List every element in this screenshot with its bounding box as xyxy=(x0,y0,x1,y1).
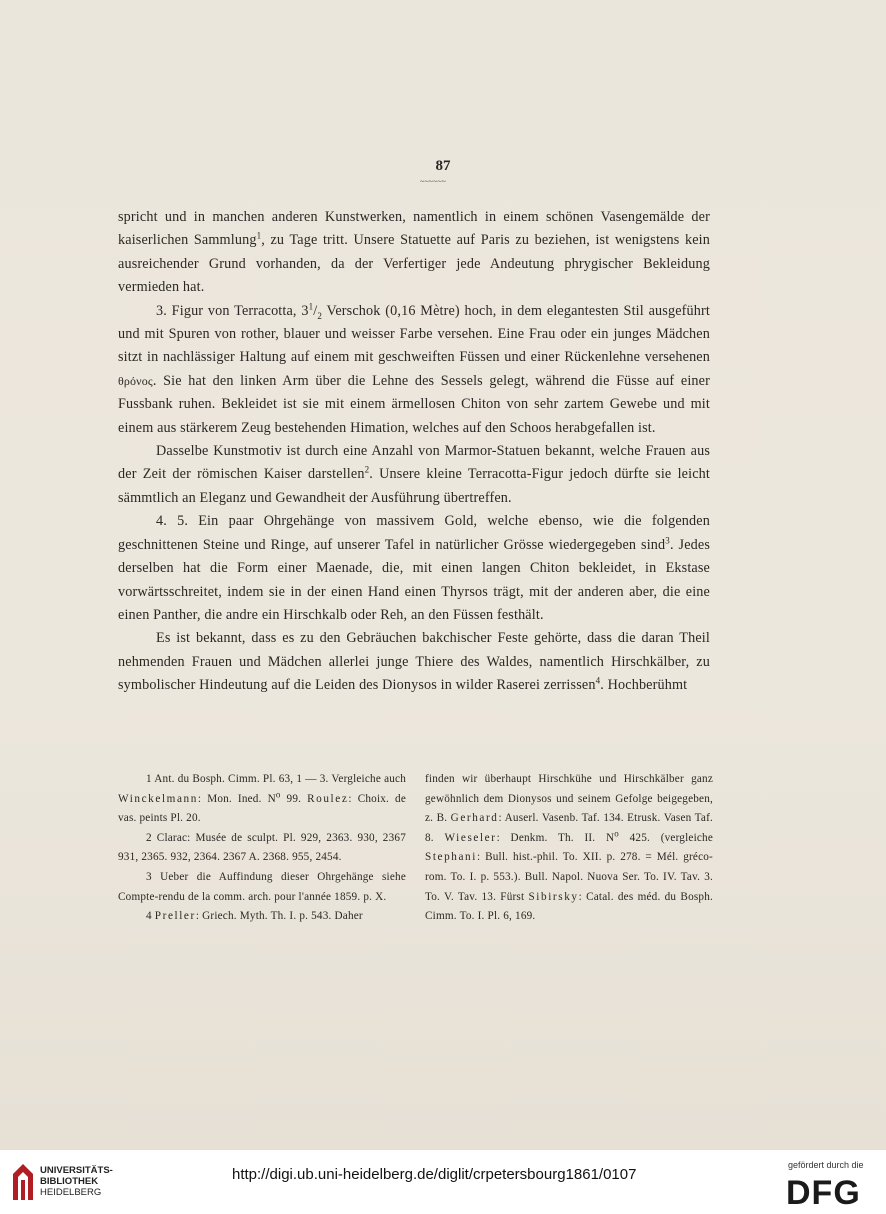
paragraph-1: spricht und in manchen anderen Kunstwerken, namentlich in einem schönen Vasengemälde der kaiserlichen Sammlung$^1$, zu Tage tritt. Unsere Statuette auf Paris zu beziehen, ist wenigstens kein ausreichender Grund vorhanden, da der Verfertiger jede Andeutung phrygischer Bekleidung vermieden hat. xyxy=(118,209,710,296)
footnotes-right-column xyxy=(425,770,713,927)
library-name: UNIVERSITÄTS- BIBLIOTHEK HEIDELBERG xyxy=(40,1165,113,1198)
university-library-logo-icon xyxy=(10,1162,36,1202)
funding-caption: gefördert durch die xyxy=(788,1160,864,1170)
main-text xyxy=(118,206,710,698)
footnote-ref-2: 2 xyxy=(364,464,370,475)
footnote-ref-1: 1 xyxy=(256,230,262,241)
paragraph-2: 3. Figur von Terracotta, $3^1/_2$ Verschok (0,16 Mètre) hoch, in dem elegantesten Stil ausgeführt und mit Spuren von rother, blauer und weisser Farbe versehen. Eine Frau oder ein junges Mädchen sitzt in nachlässiger Haltung auf einem mit geschweiften Füssen und einer Rückenlehne versehenen θρόνος. Sie hat den linken Arm über die Lehne des Sessels gelegt, während die Füsse auf einer Fussbank ruhen. Bekleidet ist sie mit einem ärmellosen Chiton von sehr zartem Gewebe und mit einem aus stärkerem Zeug bestehenden Himation, welches auf den Schoos herabgefallen ist. xyxy=(118,300,710,436)
footnote-4: 4 Preller: Griech. Myth. Th. I. p. 543. Daher xyxy=(146,910,363,923)
footer-bar xyxy=(0,1150,886,1214)
paragraph-5: Es ist bekannt, dass es zu den Gebräuchen bakchischer Feste gehörte, dass die daran Theil nehmenden Frauen und Mädchen allerlei junge Thiere des Waldes, namentlich Hirschkälber, zu symbolischer Hindeutung auf die Leiden des Dionysos in wilder Raserei zerrissen$^4$. Hochberühmt xyxy=(118,630,710,694)
page-number-ornament: ~~~~~~ xyxy=(420,177,446,186)
footnote-2: 2 Clarac: Musée de sculpt. Pl. 929, 2363. 930, 2367 931, 2365. 932, 2364. 2367 A. 2368. 955, 2454. xyxy=(118,831,406,864)
page-number: 87 xyxy=(435,158,451,174)
dfg-logo-text: DFG xyxy=(786,1174,861,1212)
permalink-url[interactable]: http://digi.ub.uni-heidelberg.de/diglit/crpetersbourg1861/0107 xyxy=(232,1166,637,1183)
footnote-1: 1 Ant. du Bosph. Cimm. Pl. 63, 1 — 3. Vergleiche auch Winckelmann: Mon. Ined. $N^o$ 99. Roulez: Choix. de vas. peints Pl. 20. xyxy=(118,773,406,825)
footnotes-left-column xyxy=(118,770,406,927)
dfg-logo-icon xyxy=(786,1174,874,1212)
paragraph-3: Dasselbe Kunstmotiv ist durch eine Anzahl von Marmor-Statuen bekannt, welche Frauen aus der Zeit der römischen Kaiser darstellen$^2$. Unsere kleine Terracotta-Figur jedoch dürfte sie leicht sämmtlich an Eleganz und Gewandheit der Ausführung übertreffen. xyxy=(118,443,710,506)
footnote-ref-3: 3 xyxy=(665,534,670,545)
footnote-3: 3 Ueber die Auffindung dieser Ohrgehänge siehe Compte-rendu de la comm. arch. pour l'année 1859. p. X. xyxy=(118,870,406,903)
footnote-ref-4: 4 xyxy=(595,675,601,686)
fraction: $^1/_2$ xyxy=(308,300,323,321)
footnote-4-continued: finden wir überhaupt Hirschkühe und Hirschkälber ganz gewöhnlich dem Dionysos und seinem Gefolge beigegeben, z. B. Gerhard: Auserl. Vasenb. Taf. 134. Etrusk. Vasen Taf. 8. Wieseler: Denkm. Th. II. $N^o$ 425. (vergleiche Stephani: Bull. hist.-phil. To. XII. p. 278. = Mél. gréco-rom. To. I. p. 553.). Bull. Napol. Nuova Ser. To. IV. Tav. 3. To. V. Tav. 13. Fürst Sibirsky: Catal. des méd. du Bosph. Cimm. To. I. Pl. 6, 169. xyxy=(425,773,713,923)
greek-word: θρόνος xyxy=(118,373,153,388)
paragraph-4: 4. 5. Ein paar Ohrgehänge von massivem Gold, welche ebenso, wie die folgenden geschnittenen Steine und Ringe, auf unserer Tafel in natürlicher Grösse wiedergegeben sind$^3$. Jedes derselben hat die Form einer Maenade, die, mit einen langen Chiton bekleidet, in Ekstase vorwärtsschreitet, indem sie in der einen Hand einen Thyrsos trägt, mit der anderen aber, die eine einen Panther, die andre ein Hirschkalb oder Reh, an den Füssen festhält. xyxy=(118,513,711,623)
